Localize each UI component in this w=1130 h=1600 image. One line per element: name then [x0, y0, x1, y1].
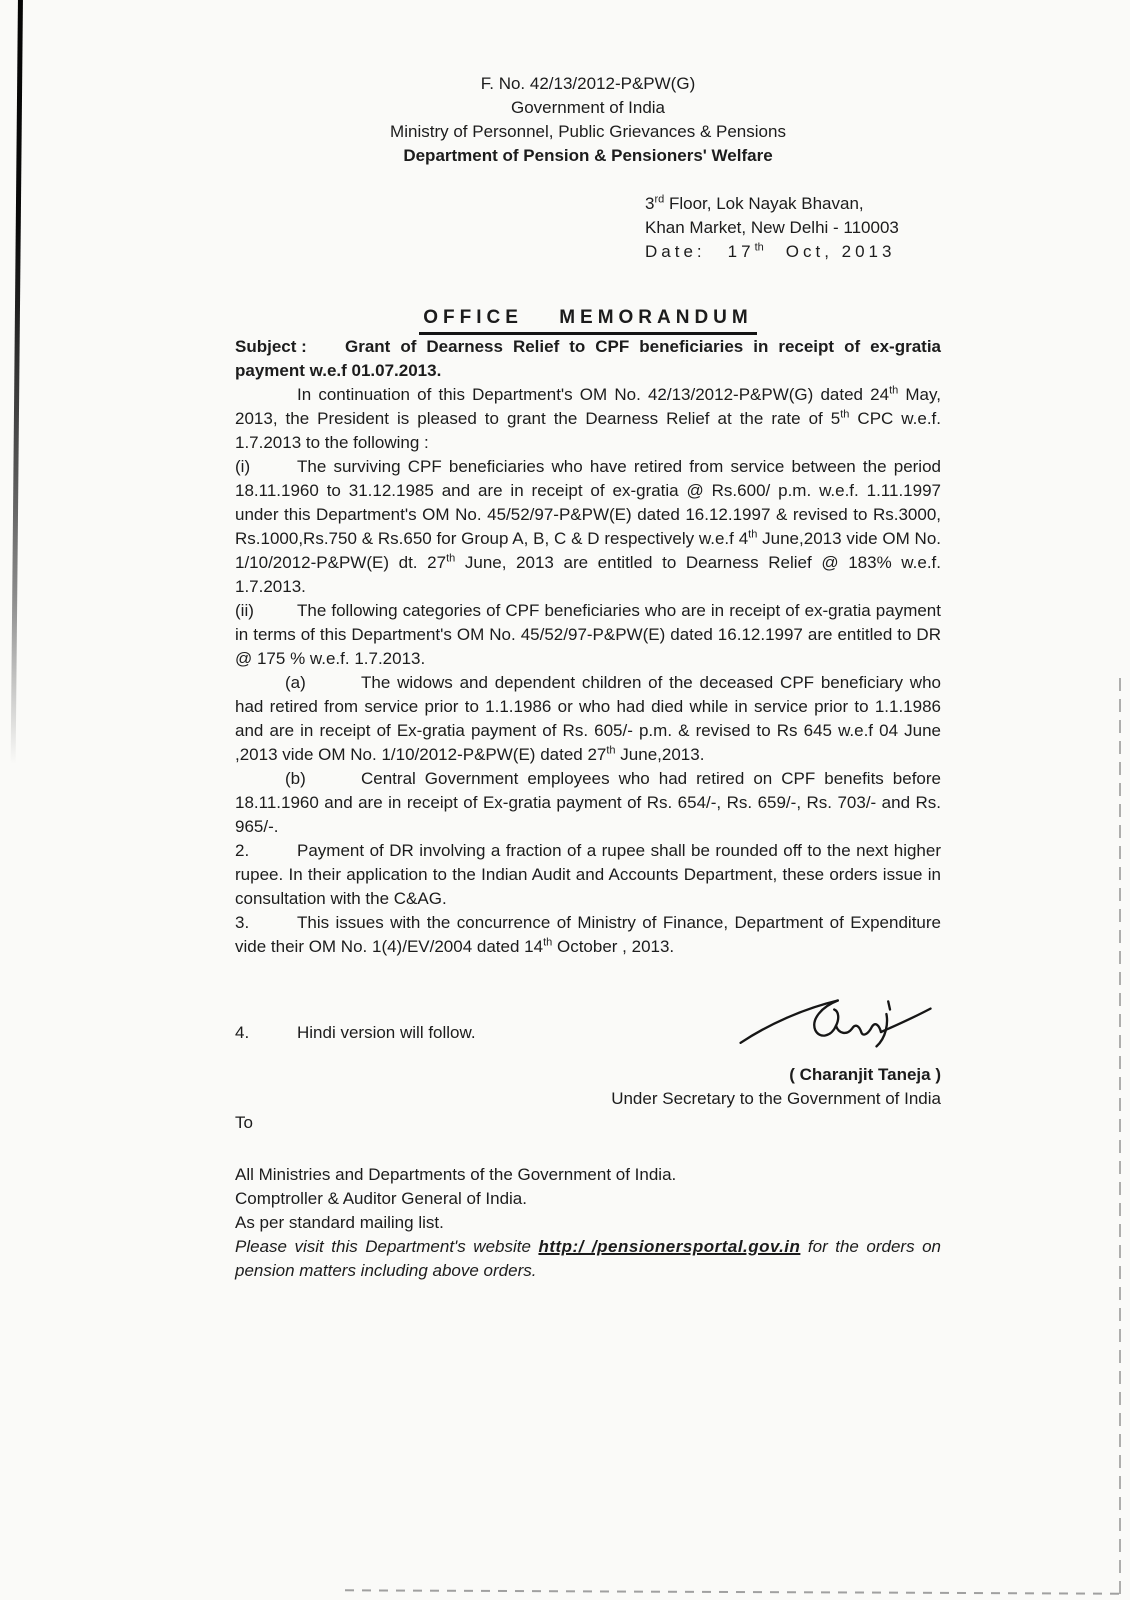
website-url: http:/ /pensionersportal.gov.in	[538, 1237, 801, 1256]
intro-paragraph: In continuation of this Department's OM No. 42/13/2012-P&PW(G) dated 24th May, 2013, the President is pleased to grant the Dearness Relief at the rate of 5th CPC w.e.f. 1.7.2013 to the following :	[235, 384, 941, 452]
ministry-line: Ministry of Personnel, Public Grievances & Pensions	[390, 122, 786, 141]
address-line-2: Khan Market, New Delhi - 110003	[645, 218, 899, 237]
file-number: F. No. 42/13/2012-P&PW(G)	[480, 74, 696, 93]
signatory-title: Under Secretary to the Government of India	[611, 1089, 941, 1108]
signatory-block	[235, 1063, 941, 1111]
clause-ii: (ii) The following categories of CPF beneficiaries who are in receipt of ex-gratia payment in terms of this Department's OM No. 45/52/97-P&PW(E) dated 16.12.1997 are entitled to DR @ 175 % w.e.f. 1.7.2013.	[235, 601, 941, 668]
address-block	[645, 192, 941, 264]
letterhead	[235, 72, 941, 168]
paragraph-3: 3. This issues with the concurrence of Ministry of Finance, Department of Expenditure vide their OM No. 1(4)/EV/2004 dated 14th October , 2013.	[235, 913, 941, 956]
subject-line: Subject : Grant of Dearness Relief to CPF beneficiaries in receipt of ex-gratia payment w.e.f 01.07.2013.	[235, 337, 941, 380]
clause-i: (i) The surviving CPF beneficiaries who have retired from service between the period 18.11.1960 to 31.12.1985 and are in receipt of ex-gratia @ Rs.600/ p.m. w.e.f. 1.11.1997 under this Department's OM No. 45/52/97-P&PW(E) dated 16.12.1997 & revised to Rs.3000, Rs.1000,Rs.750 & Rs.650 for Group A, B, C & D respectively w.e.f 4th June,2013 vide OM No. 1/10/2012-P&PW(E) dt. 27th June, 2013 are entitled to Dearness Relief @ 183% w.e.f. 1.7.2013.	[235, 457, 942, 596]
paragraph-4-row	[235, 987, 941, 1045]
scan-artifact-left-line	[11, 0, 23, 764]
clause-b: (b) Central Government employees who had retired on CPF benefits before 18.11.1960 and are in receipt of Ex-gratia payment of Rs. 654/-, Rs. 659/-, Rs. 703/- and Rs. 965/-.	[235, 769, 941, 836]
date-line: Date: 17th Oct, 2013	[645, 241, 896, 261]
recipient-line: As per standard mailing list.	[235, 1213, 444, 1232]
government-line: Government of India	[510, 98, 666, 117]
address-line-1: 3rd Floor, Lok Nayak Bhavan,	[645, 193, 864, 213]
paragraph-2: 2. Payment of DR involving a fraction of a rupee shall be rounded off to the next higher rupee. In their application to the Indian Audit and Accounts Department, these orders issue in consultation with the C&AG.	[235, 841, 941, 908]
to-label: To	[235, 1113, 253, 1132]
memo-title: OFFICE MEMORANDUM	[235, 306, 941, 335]
signature-scrawl	[731, 987, 941, 1059]
scan-artifact-bottom-line	[345, 1589, 1125, 1594]
website-note: Please visit this Department's website http:/ /pensionersportal.gov.in for the orders on pension matters including above orders.	[235, 1237, 941, 1280]
paragraph-4: 4. Hindi version will follow.	[235, 1023, 476, 1042]
recipients-list	[235, 1163, 941, 1235]
scan-artifact-right-line	[1119, 678, 1121, 1600]
recipient-line: Comptroller & Auditor General of India.	[235, 1189, 527, 1208]
clause-a: (a) The widows and dependent children of the deceased CPF beneficiary who had retired from service prior to 1.1.1986 or who had died while in service prior to 1.1.1986 and are in receipt of Ex-gratia payment of Rs. 605/- p.m. & revised to Rs 645 w.e.f 04 June ,2013 vide OM No. 1/10/2012-P&PW(E) dated 27th June,2013.	[235, 673, 941, 764]
signatory-name: ( Charanjit Taneja )	[789, 1065, 941, 1084]
recipient-line: All Ministries and Departments of the Government of India.	[235, 1165, 677, 1184]
department-line: Department of Pension & Pensioners' Welfare	[403, 146, 773, 165]
